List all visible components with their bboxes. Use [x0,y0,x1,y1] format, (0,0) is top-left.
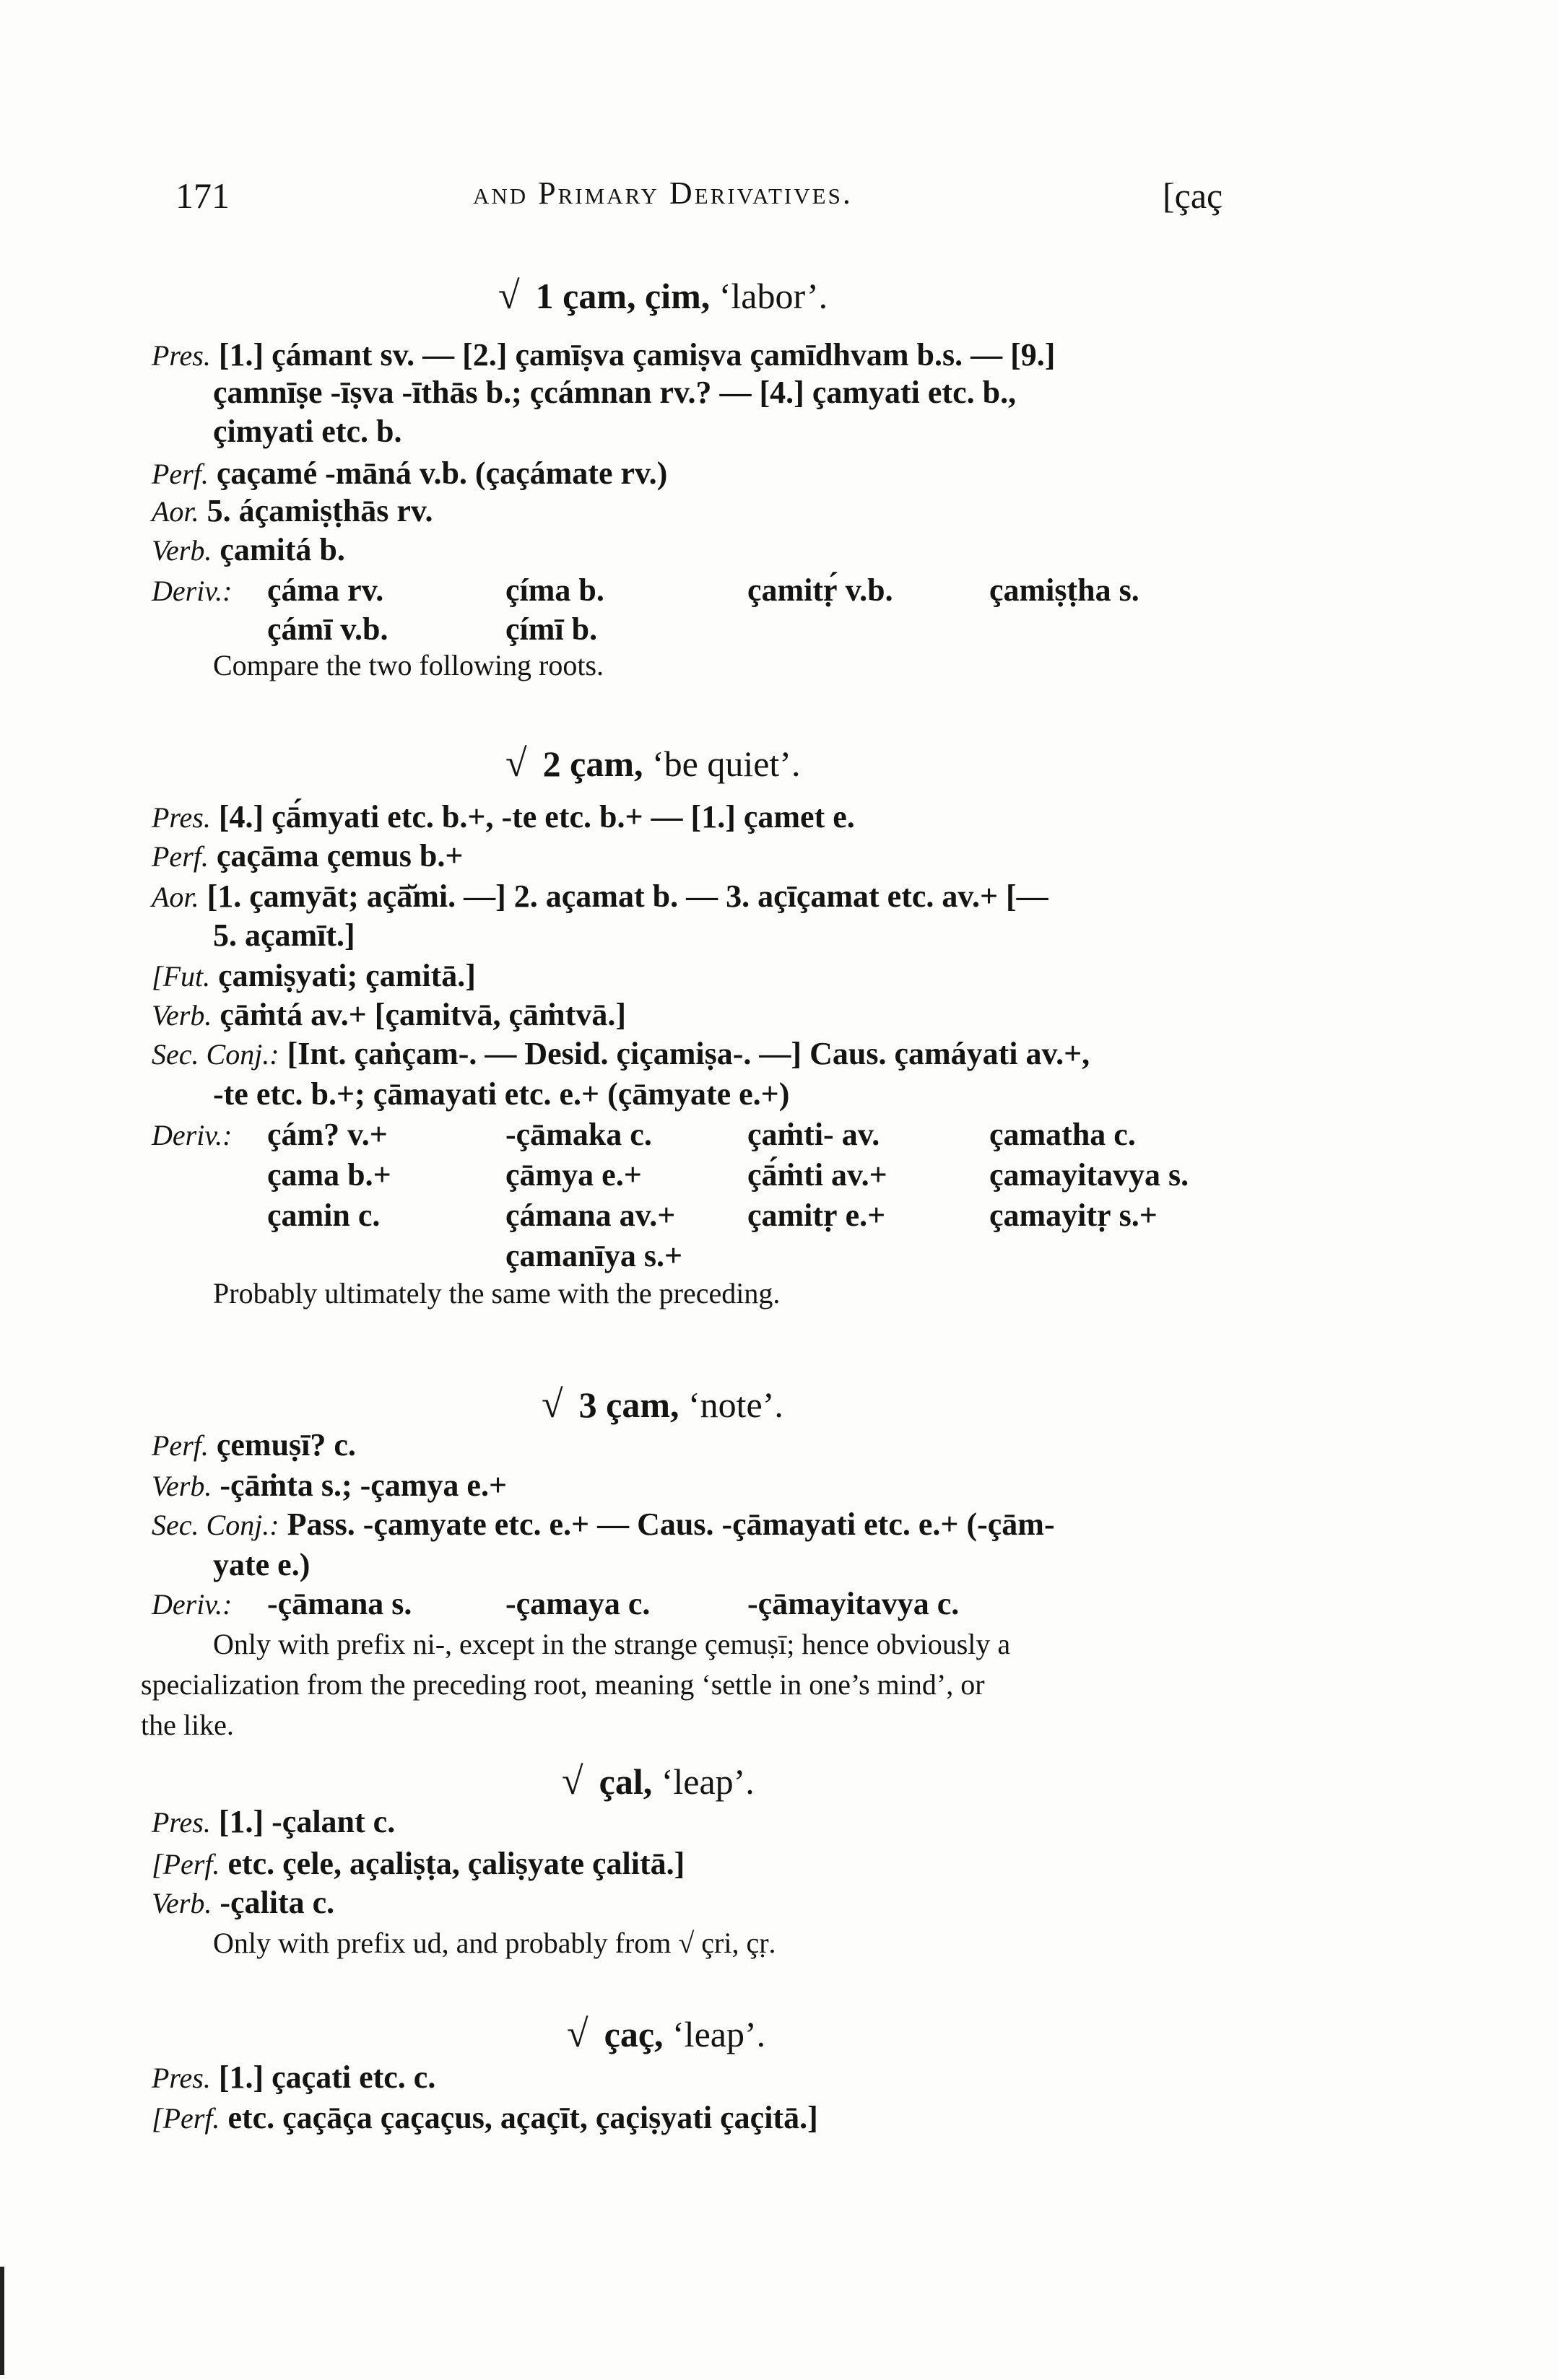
derivative-form: çā́ṁti av.+ [747,1157,887,1193]
entry-forms: 5. áçamiṣṭhās rv. [207,493,433,528]
page-number: 171 [175,175,230,216]
running-root: [çaç [1163,175,1223,216]
scan-edge-mark [0,2267,4,2375]
derivative-form: -çāmana s. [267,1586,412,1621]
grammar-label: Verb. [152,999,212,1032]
entry-line [152,999,626,1031]
entry-forms: etc. çaçāça çaçaçus, açaçīt, çaçiṣyati çaçitā.] [227,2100,818,2135]
entry-line [152,455,668,491]
derivative-form: çamitṛ́ v.b. [747,572,893,608]
running-title: and Primary Derivatives. [473,175,853,211]
entry-forms: [4.] çā́myati etc. b.+, -te etc. b.+ — [1.] çamet e. [218,799,855,834]
derivative-form: çāmya e.+ [505,1157,642,1193]
derivative-form: çamitṛ e.+ [747,1198,886,1233]
root-gloss: ‘labor’. [718,276,828,316]
commentary-line: Only with prefix ni-, except in the strange çemuṣī; hence obviously a [213,1628,1011,1660]
note-line: Only with prefix ud, and probably from √ çri, çṛ. [213,1927,776,1959]
radical-sign: √ [562,1759,583,1803]
grammar-label: Pres. [152,2062,211,2094]
grammar-label: Perf. [152,840,209,873]
entry-line [213,1549,310,1581]
derivative-form: çama b.+ [267,1157,391,1193]
radical-sign: √ [542,1382,563,1426]
entry-line [152,1806,395,1838]
derivative-form: çíma b. [505,572,604,608]
root-gloss: ‘be quiet’. [651,744,801,784]
derivative-form: -çamaya c. [505,1586,651,1621]
grammar-label: Verb. [152,1887,212,1919]
derivative-form: çámī v.b. [267,611,388,647]
entry-forms: çaçamé -māná v.b. (çaçámate rv.) [216,455,668,491]
grammar-label: Verb. [152,1470,212,1502]
derivative-form: -çāmayitavya c. [747,1586,960,1621]
entry-line [152,1119,232,1151]
entry-forms: çamnīṣe -īṣva -īthās b.; çcámnan rv.? — [4.] çamyati etc. b., [213,375,1017,410]
derivative-form: çamiṣṭha s. [989,572,1139,608]
derivative-form: çamayitavya s. [989,1157,1189,1193]
entry-forms: yate e.) [213,1547,311,1582]
root-word: çaç, [604,2014,664,2054]
grammar-label: [Perf. [152,2102,220,2135]
grammar-label: Pres. [152,801,211,834]
entry-forms: [1.] çámant sv. — [2.] çamīṣva çamiṣva çamīdhvam b.s. — [9.] [218,337,1056,372]
root-word: 1 çam, çim, [535,276,711,316]
grammar-label: Aor. [152,495,199,528]
entry-line [152,1470,507,1501]
entry-line [152,2102,818,2134]
derivative-form: -çāmaka c. [505,1117,652,1152]
root-heading [567,2014,765,2053]
grammar-label: Pres. [152,1806,211,1839]
entry-forms: çāṁtá av.+ [çamitvā, çāṁtvā.] [220,997,627,1032]
entry-line [213,1078,789,1110]
grammar-label: Sec. Conj.: [152,1509,279,1541]
entry-forms: -çāṁta s.; -çamya e.+ [220,1468,508,1503]
note-line: Probably ultimately the same with the preceding. [213,1277,781,1309]
entry-forms: 5. açamīt.] [213,917,355,953]
grammar-label: Verb. [152,534,212,567]
entry-forms: -te etc. b.+; çāmayati etc. e.+ (çāmyate e.+) [213,1076,790,1112]
root-gloss: ‘leap’. [661,1761,755,1802]
grammar-label: Deriv.: [152,1119,233,1151]
entry-forms: çamiṣyati; çamitā.] [218,958,476,993]
entry-forms: [1.] -çalant c. [218,1804,396,1839]
derivative-form: çamayitṛ s.+ [989,1198,1158,1233]
root-heading [542,1382,783,1426]
entry-line [152,534,345,566]
entry-line [152,1887,334,1919]
radical-sign: √ [505,741,527,785]
entry-line [152,1429,356,1461]
root-heading [505,741,801,785]
entry-line [152,1848,685,1880]
derivative-form: çímī b. [505,611,598,647]
entry-line [152,1588,232,1620]
entry-line [213,917,355,953]
entry-line [152,339,1055,371]
entry-line [152,1038,1090,1070]
grammar-label: Perf. [152,1429,209,1462]
entry-line [152,575,232,606]
entry-line [152,495,433,527]
root-heading [498,276,828,315]
entry-forms: [1. çamyāt; açā̆mi. —] 2. açamat b. — 3. açīçamat etc. av.+ [— [207,879,1048,914]
note-line: Compare the two following roots. [213,649,604,681]
entry-line [213,416,401,448]
entry-forms: Pass. -çamyate etc. e.+ — Caus. -çāmayati etc. e.+ (-çām- [287,1507,1055,1542]
entry-forms: -çalita c. [220,1885,335,1920]
grammar-label: Aor. [152,881,199,913]
radical-sign: √ [498,274,520,317]
entry-forms: [Int. çaṅçam-. — Desid. çiçamiṣa-. —] Caus. çamáyati av.+, [287,1036,1090,1071]
derivative-form: çamatha c. [989,1117,1136,1152]
grammar-label: Pres. [152,339,211,372]
entry-forms: çemuṣī? c. [216,1427,356,1463]
grammar-label: [Perf. [152,1848,220,1880]
derivative-form: çám? v.+ [267,1117,388,1152]
root-heading [562,1759,755,1803]
derivative-form: çámana av.+ [505,1198,676,1233]
root-gloss: ‘note’. [687,1385,783,1425]
grammar-label: [Fut. [152,960,211,993]
root-gloss: ‘leap’. [672,2014,766,2054]
derivative-form: çamanīya s.+ [505,1238,683,1273]
entry-line [152,2059,436,2095]
entry-line [152,801,855,833]
root-word: 3 çam, [578,1385,679,1425]
radical-sign: √ [567,2012,589,2055]
entry-forms: etc. çele, açaliṣṭa, çaliṣyate çalitā.] [227,1846,685,1881]
entry-forms: çimyati etc. b. [213,414,402,449]
root-word: çal, [599,1761,653,1802]
grammar-label: Deriv.: [152,575,233,607]
grammar-label: Deriv.: [152,1588,233,1621]
derivative-form: çáma rv. [267,572,384,608]
entry-line [152,840,463,872]
derivative-form: çaṁti- av. [747,1117,880,1152]
entry-forms: çaçāma çemus b.+ [216,838,464,873]
entry-forms: çamitá b. [220,532,345,567]
derivative-form: çamin c. [267,1198,381,1233]
entry-line [152,960,476,992]
entry-line [152,1509,1055,1540]
commentary-line: specialization from the preceding root, meaning ‘settle in one’s mind’, or [141,1668,985,1701]
root-word: 2 çam, [542,744,643,784]
grammar-label: Sec. Conj.: [152,1038,279,1071]
commentary-line: the like. [141,1709,234,1741]
entry-forms: [1.] çaçati etc. c. [218,2059,436,2095]
entry-line [152,881,1048,912]
grammar-label: Perf. [152,458,209,490]
entry-line [213,377,1016,409]
